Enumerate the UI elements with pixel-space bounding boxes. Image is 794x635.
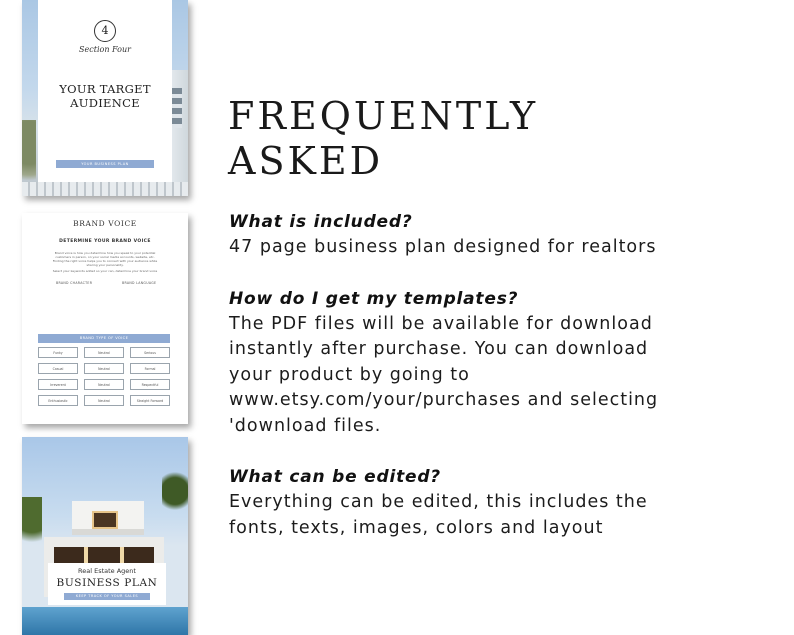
voice-cell: Casual [38,363,78,374]
voice-cell: Irreverent [38,379,78,390]
faq-question: How do I get my templates? [229,288,519,309]
palm-tree-image [162,467,188,527]
faq-title [228,94,538,184]
voice-type-band: BRAND TYPE OF VOICE [38,334,170,343]
faq-item [229,287,789,440]
faq-answer-line: www.etsy.com/your/purchases and selecting [229,390,659,410]
voice-cell: Enthusiastic [38,395,78,406]
faq-answer-line: your product by going to [229,364,470,385]
page-title-line1: YOUR TARGET [59,82,151,96]
section-label: Section Four [79,45,131,54]
faq-answer-line: 'download files. [229,415,382,436]
brand-language-label: BRAND LANGUAGE [122,281,157,285]
page-title [38,82,172,110]
faq-item [229,210,789,261]
faq-item [229,465,789,541]
page-paragraph [52,251,158,273]
faq-answer-line: The PDF files will be available for download [229,313,653,334]
ground-image [22,182,188,196]
voice-cell: Respectful [130,379,170,390]
faq-answer-line: fonts, texts, images, colors and layout [229,517,604,538]
page-subheading: DETERMINE YOUR BRAND VOICE [59,239,151,244]
faq-answer-line: instantly after purchase. You can download [229,339,649,359]
faq-answer-line: 47 page business plan designed for realtors [229,237,657,257]
faq-list [229,210,789,541]
voice-cell: Neutral [84,363,124,374]
faq-question: What is included? [229,212,413,232]
palm-tree-image [22,497,42,577]
voice-cell: Funky [38,347,78,358]
voice-cell: Neutral [84,379,124,390]
page-heading: BRAND VOICE [73,219,137,228]
section-number-badge: 4 [94,20,116,42]
page-card [38,0,172,182]
voice-cell: Neutral [84,395,124,406]
voice-cell: Serious [130,347,170,358]
pool-image [22,607,188,635]
page-title-line2: AUDIENCE [70,96,140,110]
voice-cell: Straight Forward [130,395,170,406]
paragraph-text: Brand voice is how you determine how you speak to your potential customers in person, on your social media accounts, website, etc. Finding the right voice helps you to connect with your audience while sharing your personality. [52,251,158,267]
faq-question: What can be edited? [229,467,441,487]
thumbnail-target-audience [22,0,188,196]
cover-title: BUSINESS PLAN [56,577,158,589]
voice-cell: Neutral [84,347,124,358]
instruction-text: Select your keywords added so your can, determine your brand voice [52,269,158,273]
brand-character-label: BRAND CHARACTER [56,281,93,285]
faq-answer-line: Everything can be edited, this includes the [229,492,648,512]
cover-footer-bar: KEEP TRACK OF YOUR SALES [64,593,150,600]
thumbnail-business-plan-cover [22,437,188,635]
faq-title-line2: ASKED [228,139,384,183]
thumbnail-brand-voice [22,213,188,424]
page-footer-bar: YOUR BUSINESS PLAN [56,160,154,168]
cover-title-card [48,563,166,605]
voice-grid [38,347,170,406]
cover-subtitle: Real Estate Agent [78,567,136,575]
voice-cell: Formal [130,363,170,374]
faq-title-line1: FREQUENTLY [228,94,539,138]
